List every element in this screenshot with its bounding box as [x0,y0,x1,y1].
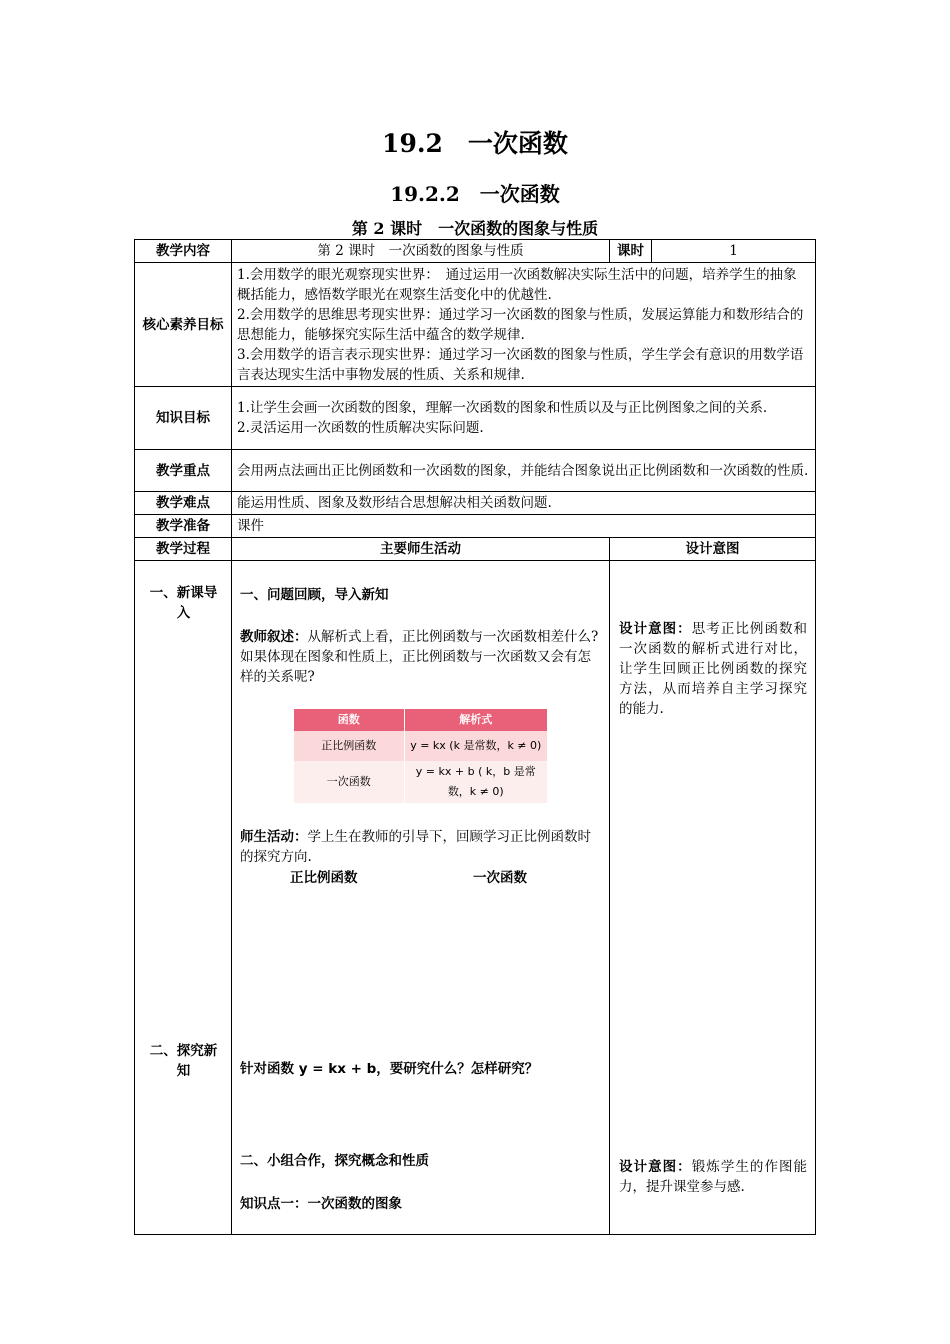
teacher-label: 教师叙述： [240,629,308,645]
design1-label: 设计意图： [619,621,692,637]
literacy-label: 核心素养目标 [135,263,232,387]
literacy-goal-3: 3.会用数学的语言表示现实世界：通过学习一次函数的图象与性质，学生学会有意识的用数学语言表达现实生活中事物发展的性质、关系和规律. [237,346,804,383]
activity-text: 学上生在教师的引导下，回顾学习正比例函数时的探究方向. [240,829,591,865]
formula-row2-line2: 数，k ≠ 0) [447,785,504,798]
knowledge-label: 知识目标 [135,387,232,450]
knowledge-goals [232,387,816,450]
prep-text: 课件 [232,515,816,538]
student-activity [240,827,602,867]
intro-heading: 一、问题回顾，导入新知 [240,587,389,603]
teacher-text: 从解析式上看，正比例函数与一次函数相差什么?如果体现在图象和性质上，正比例函数与一次函数又会有怎样的关系呢? [240,629,599,685]
knowledge-goal-2: 2.灵活运用一次函数的性质解决实际问题. [237,420,484,436]
activity-label: 师生活动： [240,829,308,845]
design-intent-1 [619,619,807,719]
design-col-header: 设计意图 [610,538,816,561]
prep-label: 教学准备 [135,515,232,538]
compare-right: 一次函数 [473,870,527,886]
lesson-title: 第 2 课时 一次函数的图象与性质 [351,219,599,238]
focus-text: 会用两点法画出正比例函数和一次函数的图象，并能结合图象说出正比例函数和一次函数的性质. [232,450,816,492]
stage-intro: 一、新课导入 [149,585,218,621]
design-intent-2 [619,1157,807,1197]
design2-label: 设计意图： [619,1159,692,1175]
hours-label: 课时 [610,240,652,263]
teacher-narration [240,627,602,687]
stage-column [135,561,232,1235]
knowledge-point: 知识点一：一次函数的图象 [240,1196,402,1212]
lesson-plan-table [134,239,816,1235]
difficulty-text: 能运用性质、图象及数形结合思想解决相关函数问题. [232,492,816,515]
formula-row2-expression [404,761,547,803]
focus-label: 教学重点 [135,450,232,492]
literacy-goal-1: 1.会用数学的眼光观察现实世界： 通过运用一次函数解决实际生活中的问题，培养学生的抽象概括能力，感悟数学眼光在观察生活变化中的优越性. [237,266,797,303]
formula-head-expression: 解析式 [404,709,547,731]
activity-col-header: 主要师生活动 [232,538,610,561]
process-col-header: 教学过程 [135,538,232,561]
design1-text: 思考正比例函数和一次函数的解析式进行对比，让学生回顾正比例函数的探究方法，从而培养自主学习探究的能力. [619,621,808,717]
compare-left: 正比例函数 [290,870,358,886]
difficulty-label: 教学难点 [135,492,232,515]
design-column [610,561,816,1235]
design2-text: 锻炼学生的作图能力，提升课堂参与感. [619,1159,808,1195]
formula-table [294,709,547,803]
content-label: 教学内容 [135,240,232,263]
formula-head-function: 函数 [294,709,404,731]
formula-mini-table [294,709,547,803]
formula-row2-line1: y = kx + b ( k，b 是常 [415,765,536,778]
research-question: 针对函数 y = kx + b，要研究什么？怎样研究？ [240,1061,539,1077]
group-heading: 二、小组合作，探究概念和性质 [240,1153,429,1169]
formula-row2-name: 一次函数 [294,761,404,803]
content-value: 第 2 课时 一次函数的图象与性质 [232,240,610,263]
knowledge-goal-1: 1.让学生会画一次函数的图象，理解一次函数的图象和性质以及与正比例图象之间的关系. [237,400,768,416]
literacy-goals [232,263,816,387]
stage-explore: 二、探究新知 [149,1043,218,1079]
activity-column [232,561,610,1235]
section-title: 19.2.2 一次函数 [390,182,560,206]
literacy-goal-2: 2.会用数学的思维思考现实世界：通过学习一次函数的图象与性质，发展运算能力和数形结合的思想能力，能够探究实际生活中蕴含的数学规律. [237,306,804,343]
hours-value: 1 [652,240,816,263]
formula-row1-name: 正比例函数 [294,731,404,761]
main-title: 19.2 一次函数 [382,129,568,158]
formula-row1-expression: y = kx (k 是常数，k ≠ 0) [404,731,547,761]
